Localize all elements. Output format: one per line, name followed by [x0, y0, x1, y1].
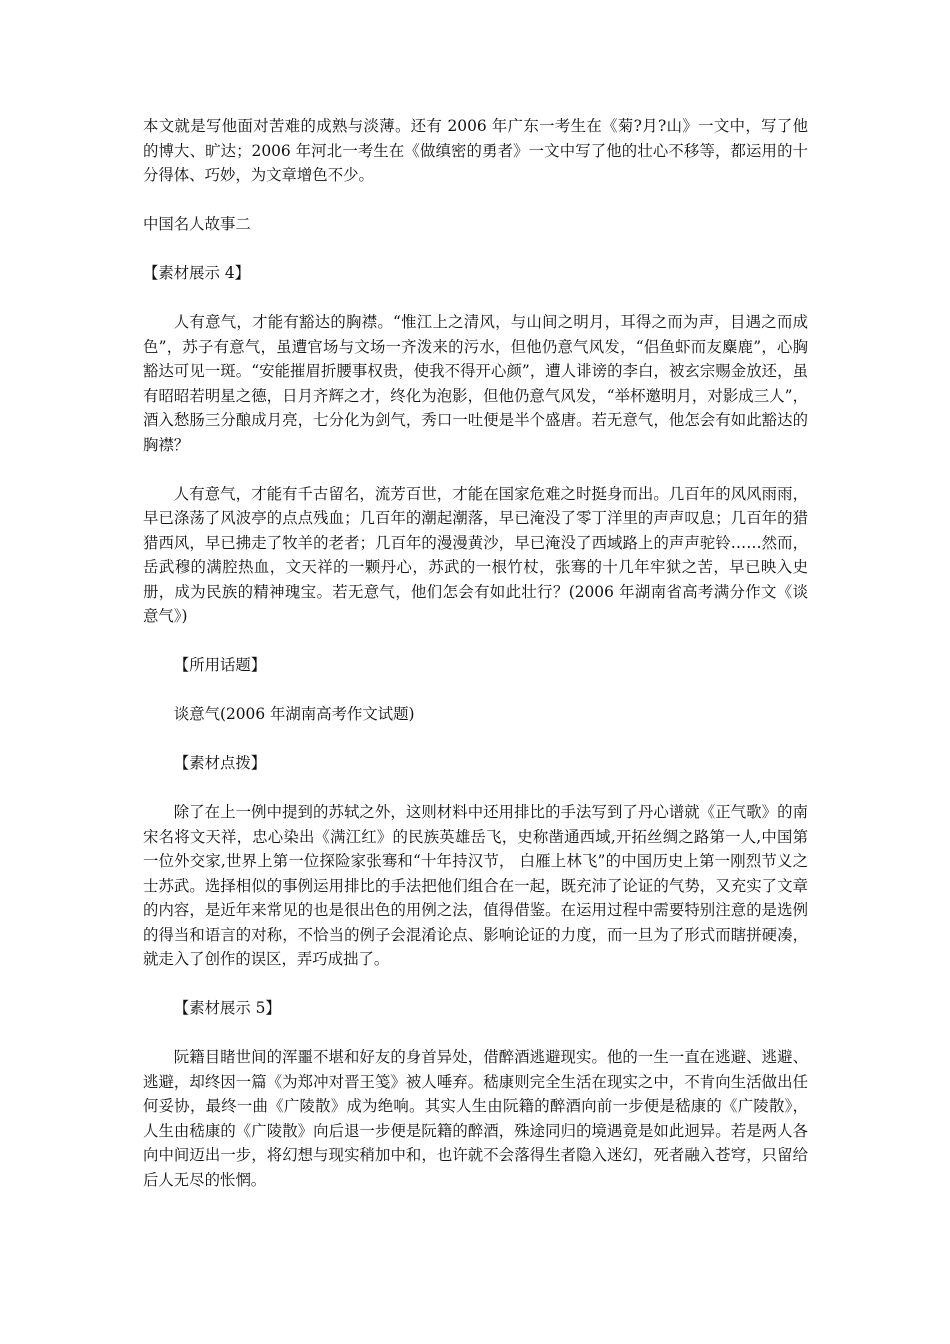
paragraph-show4-b: 人有意气，才能有千古留名，流芳百世，才能在国家危难之时挺身而出。几百年的风风雨雨，早已涤荡了风波亭的点点残血；几百年的潮起潮落，早已淹没了零丁洋里的声声叹息；几百年的猎猎西风，早已拂走了牧羊的老者；几百年的漫漫黄沙，早已淹没了西域路上的声声驼铃……然而，岳武穆的满腔热血，文天祥的一颗丹心，苏武的一根竹杖，张骞的十几年牢狱之苦，早已映入史册，成为民族的精神瑰宝。若无意气，他们怎会有如此壮行？(2006 年湖南省高考满分作文《谈意气》) [143, 484, 808, 625]
paragraph-intro: 本文就是写他面对苦难的成熟与淡薄。还有 2006 年广东一考生在《菊?月?山》一文中，写了他的博大、旷达；2006 年河北一考生在《做缜密的勇者》一文中写了他的壮心不移等，都运用的十分得体、巧妙，为文章增色不少。 [143, 117, 808, 184]
paragraph-tips: 除了在上一例中提到的苏轼之外，这则材料中还用排比的手法写到了丹心谱就《正气歌》的南宋名将文天祥，忠心染出《满江红》的民族英雄岳飞，史称凿通西域,开拓丝绸之路第一人,中国第一位外交家,世界上第一位探险家张骞和“十年持汉节， 白雁上林飞”的中国历史上第一刚烈节义之士苏武。选择相似的事例运用排比的手法把他们组合在一起，既充沛了论证的气势，又充实了文章的内容，是近年来常见的也是很出色的用例之法，值得借鉴。在运用过程中需要特别注意的是选例的得当和语言的对称，不恰当的例子会混淆论点、影响论证的力度，而一旦为了形式而瞎拼硬凑，就走入了创作的误区，弄巧成拙了。 [143, 803, 808, 968]
label-material-show-5: 【素材展示 5】 [173, 999, 281, 1017]
label-material-tips: 【素材点拨】 [173, 754, 267, 772]
paragraph-show5: 阮籍目睹世间的浑噩不堪和好友的身首异处，借醉酒逃避现实。他的一生一直在逃避、逃避、逃避，却终因一篇《为郑冲对晋王笺》被人唾弃。嵇康则完全生活在现实之中，不肯向生活做出任何妥协，最终一曲《广陵散》成为绝响。其实人生由阮籍的醉酒向前一步便是嵇康的《广陵散》，人生由嵇康的《广陵散》向后退一步便是阮籍的醉酒，殊途同归的境遇竟是如此迥异。若是两人各向中间迈出一步，将幻想与现实稍加中和，也许就不会落得生者隐入迷幻，死者融入苍穹，只留给后人无尽的怅惘。 [143, 1048, 808, 1189]
section-title: 中国名人故事二 [143, 215, 251, 233]
label-material-show-4: 【素材展示 4】 [143, 264, 251, 282]
document-page [143, 114, 808, 1192]
paragraph-show4-a: 人有意气，才能有豁达的胸襟。“惟江上之清风，与山间之明月，耳得之而为声，目遇之而成色”，苏子有意气，虽遭官场与文场一齐泼来的污水，但他仍意气风发，“侣鱼虾而友麋鹿”，心胸豁达可见一斑。“安能摧眉折腰事权贵，使我不得开心颜”，遭人诽谤的李白，被玄宗赐金放还，虽有昭昭若明星之德，日月齐辉之才，终化为泡影，但他仍意气风发，“举杯邀明月，对影成三人”，酒入愁肠三分酿成月亮，七分化为剑气，秀口一吐便是半个盛唐。若无意气，他怎会有如此豁达的胸襟？ [143, 313, 808, 454]
label-used-topic: 【所用话题】 [173, 656, 267, 674]
paragraph-topic: 谈意气(2006 年湖南高考作文试题) [173, 705, 415, 723]
